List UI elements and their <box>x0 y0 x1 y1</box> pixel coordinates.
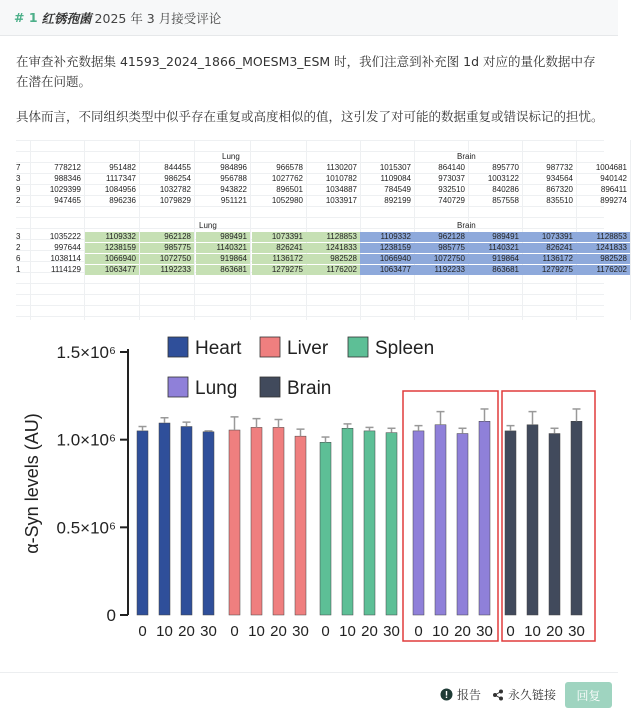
sheet-cell: 966578 <box>276 163 303 172</box>
bar-liver <box>295 436 306 615</box>
sheet-cell: 1052980 <box>271 196 303 205</box>
sheet-cell: 778212 <box>54 163 81 172</box>
sheet-cell: 1004681 <box>595 163 627 172</box>
legend-label: Brain <box>287 378 332 399</box>
row-id: 3 <box>16 232 21 241</box>
row-id: 2 <box>16 196 21 205</box>
sheet-cell: 892199 <box>384 196 411 205</box>
y-tick-label: 1.5×10⁶ <box>56 343 116 362</box>
sheet-header: Brain <box>457 221 476 230</box>
grid-line <box>16 294 604 295</box>
x-tick-label: 20 <box>178 623 195 640</box>
comment-footer <box>0 672 618 713</box>
sheet-cell: 1010782 <box>325 174 357 183</box>
bar-spleen <box>320 442 331 615</box>
sheet-cell: 1038114 <box>50 254 81 263</box>
sheet-row <box>16 254 627 264</box>
bar-chart <box>0 325 618 670</box>
sheet-cell: 997644 <box>54 243 81 252</box>
sheet-cell: 1130207 <box>326 163 357 172</box>
sheet-cell: 962128 <box>140 232 194 242</box>
permalink-link[interactable] <box>492 686 556 703</box>
y-tick-label: 0 <box>106 606 116 625</box>
sheet-cell: 984896 <box>220 163 247 172</box>
sheet-cell: 956788 <box>220 174 247 183</box>
sheet-cell: 1192233 <box>414 265 468 275</box>
reply-button[interactable]: 回复 <box>565 682 612 708</box>
x-tick-label: 10 <box>156 623 173 640</box>
sheet-cell: 899274 <box>600 196 627 205</box>
x-tick-label: 20 <box>546 623 563 640</box>
sheet-cell: 951121 <box>220 196 247 205</box>
sheet-cell: 982528 <box>576 254 630 264</box>
sheet-cell: 1072750 <box>414 254 468 264</box>
y-tick-label: 0.5×10⁶ <box>56 518 116 538</box>
sheet-cell: 1073391 <box>252 232 306 242</box>
sheet-cell: 1015307 <box>379 163 411 172</box>
sheet-cell: 985775 <box>140 243 194 253</box>
legend-swatch-liver <box>260 337 280 357</box>
sheet-row <box>16 185 627 195</box>
sheet-cell: 988346 <box>54 174 81 183</box>
legend-swatch-lung <box>168 377 188 397</box>
sheet-cell: 1034887 <box>325 185 357 194</box>
comment-paragraph-2: 具体而言，不同组织类型中似乎存在重复或高度相似的值，这引发了对可能的数据重复或错误标记的担忧。 <box>16 109 604 124</box>
grid-line <box>16 206 604 207</box>
x-tick-label: 20 <box>270 623 287 640</box>
sheet-cell: 1084956 <box>104 185 136 194</box>
bar-liver <box>251 427 262 615</box>
sheet-cell: 985775 <box>414 243 468 253</box>
x-tick-label: 20 <box>454 623 471 640</box>
legend-label: Heart <box>195 338 242 359</box>
row-id: 2 <box>16 243 21 252</box>
sheet-cell: 989491 <box>468 232 522 242</box>
share-icon <box>492 689 504 701</box>
row-id: 1 <box>16 265 21 274</box>
x-tick-label: 0 <box>230 623 239 640</box>
sheet-cell: 1033917 <box>325 196 357 205</box>
comment-paragraph-1: 在审查补充数据集 41593_2024_1866_MOESM3_ESM 时，我们注意到补充图 1d 对应的量化数据中存在潜在问题。 <box>16 54 596 89</box>
sheet-cell: 1066940 <box>360 254 414 264</box>
bar-spleen <box>342 428 353 615</box>
sheet-cell: 863681 <box>468 265 522 275</box>
sheet-cell: 1029399 <box>49 185 81 194</box>
x-tick-label: 30 <box>292 623 309 640</box>
bar-lung <box>457 434 468 615</box>
bar-lung <box>479 421 490 615</box>
legend-label: Spleen <box>375 338 435 359</box>
sheet-cell: 934564 <box>546 174 573 183</box>
sheet-cell: 1140321 <box>196 243 250 253</box>
spreadsheet-screenshot <box>16 140 627 320</box>
grid-line <box>16 151 604 152</box>
sheet-cell: 1238159 <box>360 243 414 253</box>
sheet-cell: 863681 <box>196 265 250 275</box>
sheet-header: Lung <box>199 221 217 230</box>
bar-heart <box>159 423 170 615</box>
sheet-cell: 835510 <box>546 196 573 205</box>
bar-lung <box>413 431 424 615</box>
sheet-cell: 1032782 <box>159 185 191 194</box>
x-tick-label: 30 <box>200 623 217 640</box>
report-link[interactable] <box>440 686 481 703</box>
x-tick-label: 20 <box>361 623 378 640</box>
bar-spleen <box>386 433 397 615</box>
sheet-cell: 932510 <box>438 185 465 194</box>
row-id: 7 <box>16 163 21 172</box>
grid-line <box>16 283 604 284</box>
bar-heart <box>203 432 214 615</box>
sheet-cell: 1192233 <box>140 265 194 275</box>
sheet-cell: 1136172 <box>252 254 306 264</box>
legend-swatch-brain <box>260 377 280 397</box>
bar-liver <box>273 427 284 615</box>
sheet-cell: 987732 <box>546 163 573 172</box>
sheet-cell: 919864 <box>196 254 250 264</box>
row-id: 9 <box>16 185 21 194</box>
grid-line <box>16 217 604 218</box>
sheet-cell: 919864 <box>468 254 522 264</box>
sheet-cell: 1003122 <box>487 174 519 183</box>
sheet-cell: 1027762 <box>271 174 303 183</box>
legend-label: Lung <box>195 378 238 399</box>
sheet-cell: 1066940 <box>85 254 139 264</box>
sheet-cell: 1114129 <box>51 265 81 274</box>
sheet-cell: 864140 <box>438 163 465 172</box>
sheet-cell: 895770 <box>492 163 519 172</box>
sheet-cell: 1128853 <box>306 232 360 242</box>
sheet-cell: 784549 <box>384 185 411 194</box>
sheet-cell: 962128 <box>414 232 468 242</box>
x-tick-label: 30 <box>568 623 585 640</box>
sheet-cell: 1079829 <box>159 196 191 205</box>
sheet-cell: 940142 <box>600 174 627 183</box>
sheet-cell: 1238159 <box>85 243 139 253</box>
bar-spleen <box>364 431 375 615</box>
sheet-cell: 1072750 <box>140 254 194 264</box>
x-tick-label: 30 <box>383 623 400 640</box>
row-id: 6 <box>16 254 21 263</box>
permalink-label: 永久链接 <box>508 688 557 702</box>
report-label: 报告 <box>457 688 482 702</box>
bar-brain <box>527 425 538 615</box>
grid-line <box>16 228 604 229</box>
x-tick-label: 0 <box>414 623 423 640</box>
x-tick-label: 30 <box>476 623 493 640</box>
sheet-cell: 1117347 <box>106 174 136 183</box>
x-tick-label: 10 <box>524 623 541 640</box>
sheet-cell: 1063477 <box>360 265 414 275</box>
sheet-cell: 826241 <box>522 243 576 253</box>
x-tick-label: 10 <box>432 623 449 640</box>
sheet-cell: 844455 <box>164 163 191 172</box>
sheet-cell: 951482 <box>109 163 136 172</box>
sheet-header: Brain <box>457 152 476 161</box>
sheet-row <box>16 163 627 173</box>
sheet-header: Lung <box>222 152 240 161</box>
bar-liver <box>229 430 240 615</box>
x-tick-label: 10 <box>339 623 356 640</box>
sheet-row <box>16 196 627 206</box>
sheet-cell: 1241833 <box>306 243 360 253</box>
legend-swatch-heart <box>168 337 188 357</box>
comment-author[interactable]: 红锈孢菌 <box>41 10 92 26</box>
sheet-cell: 1136172 <box>522 254 576 264</box>
legend-label: Liver <box>287 338 329 359</box>
bar-heart <box>181 427 192 615</box>
sheet-cell: 1279275 <box>252 265 306 275</box>
bar-brain <box>549 434 560 615</box>
sheet-cell: 1140321 <box>468 243 522 253</box>
sheet-cell: 840286 <box>492 185 519 194</box>
sheet-row <box>16 174 627 184</box>
grid-line <box>16 316 604 317</box>
bar-brain <box>505 431 516 615</box>
row-id: 3 <box>16 174 21 183</box>
sheet-cell: 1073391 <box>522 232 576 242</box>
sheet-cell: 867320 <box>546 185 573 194</box>
sheet-cell: 1128853 <box>576 232 630 242</box>
sheet-row <box>16 265 627 275</box>
sheet-cell: 943822 <box>220 185 247 194</box>
legend-swatch-spleen <box>348 337 368 357</box>
sheet-row <box>16 243 627 253</box>
sheet-cell: 1109332 <box>360 232 414 242</box>
sheet-cell: 989491 <box>196 232 250 242</box>
sheet-row <box>16 232 627 242</box>
sheet-cell: 896236 <box>109 196 136 205</box>
sheet-cell: 826241 <box>252 243 306 253</box>
sheet-cell: 1279275 <box>522 265 576 275</box>
sheet-cell: 740729 <box>438 196 465 205</box>
grid-line <box>16 140 604 141</box>
sheet-cell: 896411 <box>600 185 627 194</box>
sheet-cell: 1035222 <box>49 232 81 241</box>
sheet-cell: 1241833 <box>576 243 630 253</box>
sheet-cell: 1109332 <box>85 232 139 242</box>
sheet-cell: 973037 <box>438 174 465 183</box>
bar-heart <box>137 431 148 615</box>
alert-icon <box>440 688 453 701</box>
x-tick-label: 0 <box>138 623 147 640</box>
x-tick-label: 0 <box>506 623 515 640</box>
comment-number: # 1 <box>14 10 38 25</box>
comment-date: 2025 年 3 月接受评论 <box>94 10 222 26</box>
sheet-cell: 857558 <box>492 196 519 205</box>
grid-line <box>16 305 604 306</box>
sheet-cell: 982528 <box>306 254 360 264</box>
sheet-cell: 1109084 <box>380 174 411 183</box>
bar-lung <box>435 425 446 615</box>
sheet-cell: 1176202 <box>306 265 360 275</box>
sheet-cell: 1063477 <box>85 265 139 275</box>
sheet-cell: 947465 <box>54 196 81 205</box>
comment-header <box>0 0 618 36</box>
sheet-cell: 986254 <box>164 174 191 183</box>
y-axis-label: α-Syn levels (AU) <box>22 413 42 554</box>
x-tick-label: 0 <box>321 623 330 640</box>
bar-brain <box>571 421 582 615</box>
sheet-cell: 896501 <box>276 185 303 194</box>
sheet-cell: 1176202 <box>576 265 630 275</box>
y-tick-label: 1.0×10⁶ <box>56 430 116 450</box>
x-tick-label: 10 <box>248 623 265 640</box>
